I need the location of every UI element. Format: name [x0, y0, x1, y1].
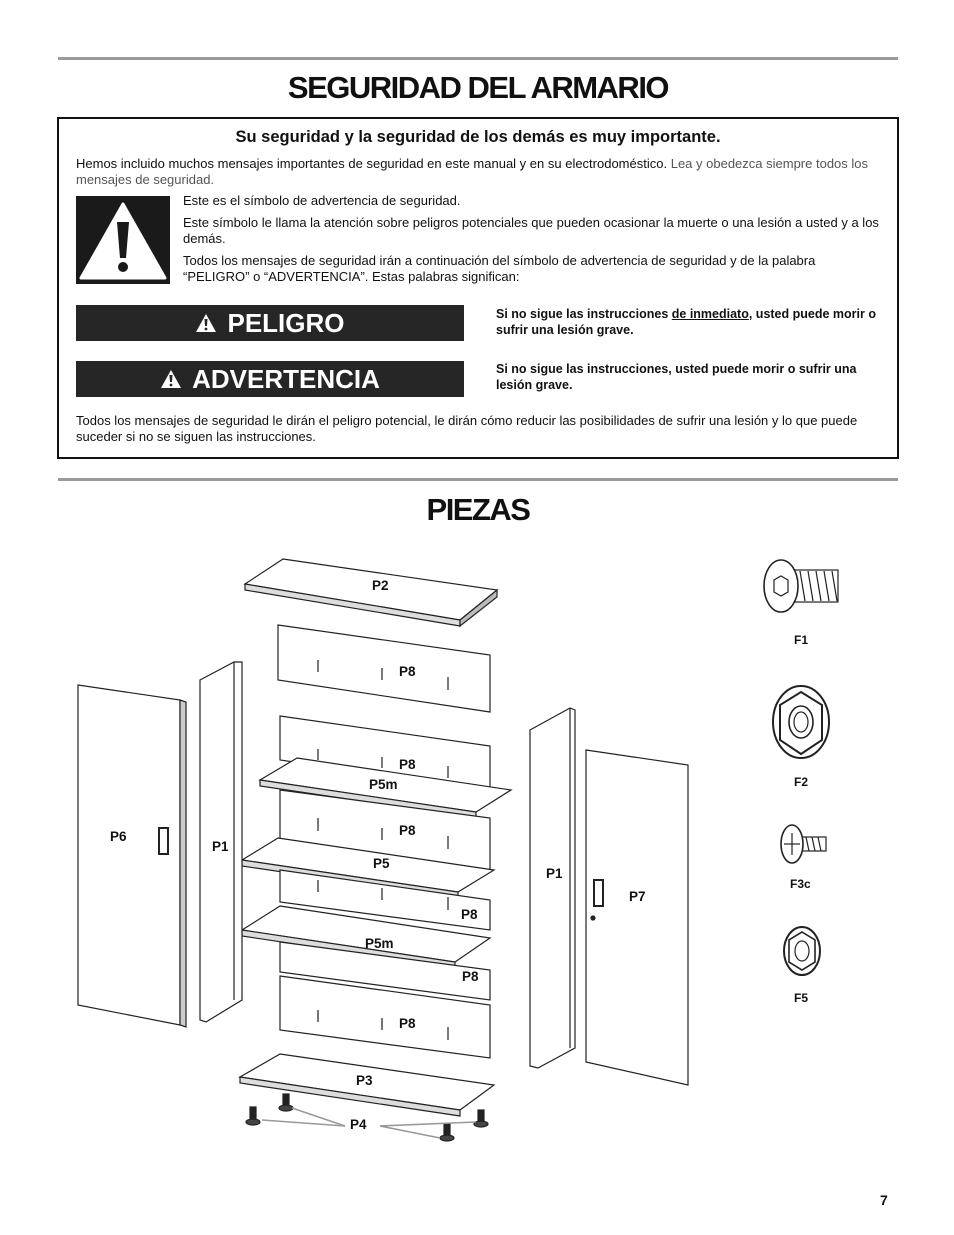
label-p1-left: P1	[212, 839, 229, 854]
fastener-f2-nut-icon	[773, 686, 829, 758]
danger-def-pre: Si no sigue las instrucciones	[496, 307, 669, 321]
danger-def-post: , usted puede morir o sufrir una lesión grave.	[496, 307, 876, 337]
label-p2: P2	[372, 578, 389, 593]
label-f5: F5	[794, 991, 809, 1005]
fastener-f3c-screw-icon	[781, 825, 826, 863]
label-f2: F2	[794, 775, 809, 789]
label-p1-right: P1	[546, 866, 563, 881]
fastener-f5-nut-icon	[784, 927, 820, 975]
label-p8-bottom: P8	[399, 1016, 416, 1031]
label-f3c: F3c	[790, 877, 811, 891]
safety-section-title: SEGURIDAD DEL ARMARIO	[287, 70, 669, 105]
safety-footer: Todos los mensajes de seguridad le dirán el peligro potencial, le dirán cómo reducir las posibilidades de sufrir una lesión y lo que puede suceder si no se siguen las instrucciones.	[76, 413, 858, 444]
label-p8-top: P8	[399, 664, 416, 679]
label-f1: F1	[794, 633, 809, 647]
parts-section-title: PIEZAS	[426, 492, 530, 527]
label-p8-fourth: P8	[461, 907, 478, 922]
fastener-f1-screw-icon	[764, 560, 838, 612]
label-p5m-lower: P5m	[365, 936, 394, 951]
back-panel-p8-top	[278, 625, 490, 712]
page-number: 7	[880, 1192, 888, 1208]
warning-label: ADVERTENCIA	[192, 363, 380, 394]
label-p3: P3	[356, 1073, 373, 1088]
safety-heading: Su seguridad y la seguridad de los demás es muy importante.	[235, 128, 721, 146]
left-door-p6	[78, 685, 186, 1027]
label-p4: P4	[350, 1117, 367, 1132]
label-p5m-upper: P5m	[369, 777, 398, 792]
danger-def-underline: de inmediato	[671, 307, 749, 321]
label-p5: P5	[373, 856, 390, 871]
symbol-line-2: Este símbolo le llama la atención sobre peligros potenciales que pueden ocasionar la muerte o una lesión a usted y a los demás.	[183, 215, 879, 246]
intro-text: Hemos incluido muchos mensajes importantes de seguridad en este manual y en su electrodoméstico.	[76, 156, 668, 171]
label-p7: P7	[629, 889, 646, 904]
danger-label: PELIGRO	[227, 307, 345, 338]
right-door-p7	[586, 750, 688, 1085]
label-p6: P6	[110, 829, 127, 844]
symbol-line-3: Todos los mensajes de seguridad irán a continuación del símbolo de advertencia de seguridad y de la palabra “PELIGRO” o “ADVERTENCIA”. Estas palabras significan:	[183, 253, 816, 284]
label-p8-third: P8	[399, 823, 416, 838]
symbol-line-1: Este es el símbolo de advertencia de seguridad.	[183, 193, 461, 208]
label-p8-fifth: P8	[462, 969, 479, 984]
label-p8-second: P8	[399, 757, 416, 772]
warning-definition: Si no sigue las instrucciones, usted puede morir o sufrir una lesión grave.	[496, 362, 857, 392]
right-side-panel-p1	[530, 708, 575, 1068]
intro-gray-text: Lea y obedezca siempre todos los mensajes de seguridad.	[76, 156, 869, 187]
top-panel-p2	[245, 559, 497, 626]
